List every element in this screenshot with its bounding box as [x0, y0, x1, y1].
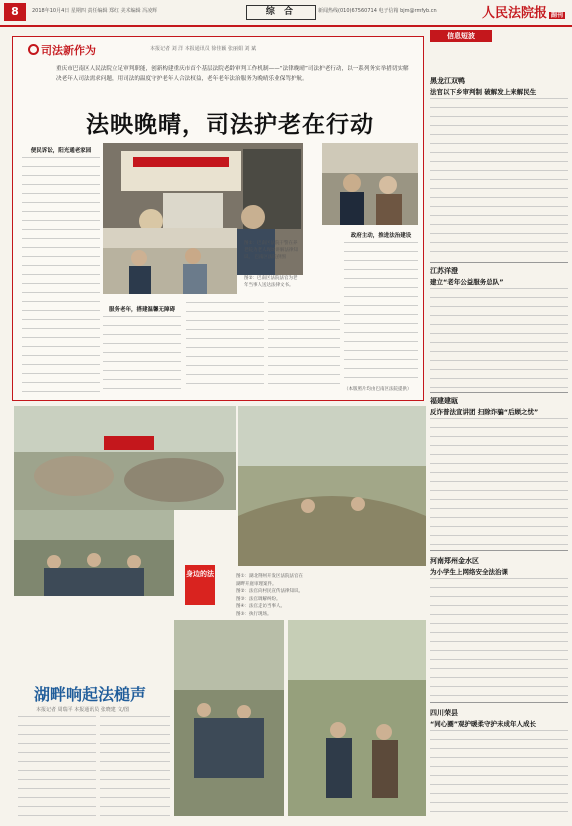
photo-2	[322, 143, 418, 225]
lower-photo-5-image	[288, 620, 426, 816]
text-column-4	[268, 302, 340, 396]
sidebar-item-5-text	[430, 730, 568, 818]
lower-photo-3-image	[238, 406, 426, 566]
news-brief-sidebar	[430, 30, 570, 820]
lower-text-2	[100, 716, 170, 820]
feature-end-note: （本版照片均由巴南区法院提供）	[344, 387, 412, 392]
page-number: 8	[4, 3, 26, 21]
section-name: 综 合	[246, 5, 316, 20]
photo-2-image	[322, 143, 418, 225]
sidebar-item-5-prov: 四川荣县	[430, 709, 458, 717]
sidebar-item-3-prov: 福建建瓯	[430, 397, 458, 405]
lower-photo-4	[174, 620, 284, 816]
sidebar-item-1-text	[430, 98, 568, 260]
text-column-2	[103, 302, 181, 396]
header-rule	[0, 25, 572, 27]
date-line: 2018年10月4日 星期四 责任编辑 郑红 美术编辑 冯凌辉	[32, 8, 158, 14]
subhead-3: 服务老年，搭建温馨无障碍	[108, 307, 175, 313]
page-header	[0, 0, 572, 26]
text-column-left	[22, 143, 100, 395]
column-title: 司法新作为	[28, 42, 96, 58]
caption-2: 图②：巴南区法院法官为老年当事人送达法律文书。	[244, 276, 298, 288]
lower-photo-4-image	[174, 620, 284, 816]
lower-stamp: 身边的法	[185, 565, 215, 605]
sidebar-item-4-title: 为小学生上网络安全法治课	[430, 568, 508, 576]
lower-byline: 本报记者 周瑞平 本报通讯员 张晓建 文/图	[36, 707, 130, 713]
text-lines	[103, 316, 181, 396]
sidebar-tag: 信息短波	[430, 30, 492, 42]
text-lines	[344, 242, 418, 382]
text-lines	[22, 157, 100, 393]
sidebar-divider	[430, 262, 568, 263]
lower-headline: 湖畔响起法槌声	[34, 685, 147, 704]
sidebar-item-2-text	[430, 288, 568, 388]
subhead-1: 便民诉讼，阳光通老家园	[30, 148, 92, 154]
text-lines	[268, 302, 340, 392]
sidebar-divider	[430, 550, 568, 551]
column-ring-icon	[28, 44, 39, 55]
lower-photo-2-image	[14, 510, 174, 596]
feature-lead: 重庆市巴南区人民法院立足审判职能，创新构建重庆市首个基层法院老龄审判工作机制——“法律晚晴”司法护老行动，以一系列务实举措切实解决老年人司法需求问题，用司法的温度守护老年人合法权益，老年老年法治服务为晚晴乐业保驾护航。	[56, 66, 409, 82]
sidebar-divider	[430, 702, 568, 703]
caption-1: 图①：巴南区法院干警在养老院为老人现场讲解法律知识。 巴南区法院供图	[244, 241, 298, 260]
sidebar-item-3-text	[430, 418, 568, 546]
lower-photo-3	[238, 406, 426, 566]
text-column-5	[344, 228, 418, 396]
lower-captions: 图①：湖北荆州开发区法院法官在湖畔开庭审理案件。 图②：法官向村民宣传法律知识。 图③：法官调解纠纷。 图④：法官走访当事人。 图⑤：执行现场。	[236, 574, 304, 617]
sidebar-item-1-title: 法官以下乡审判制 破解发上来解民生	[430, 88, 537, 96]
sidebar-item-4-text	[430, 578, 568, 698]
lower-photo-5	[288, 620, 426, 816]
lower-photo-1	[14, 406, 236, 510]
feature-byline: 本报记者 刘 洋 本报通讯员 徐佳颖 张丽娟 刘 斌	[150, 46, 257, 52]
sidebar-item-4-prov: 河南郑州金水区	[430, 557, 479, 565]
photo-3-image	[103, 228, 237, 294]
text-column-3	[186, 302, 264, 396]
lower-photo-2	[14, 510, 174, 596]
subhead-2: 政府主动，推进法治建设	[350, 233, 412, 239]
sidebar-item-5-title: “同心圈”观护暖柔守护未成年人成长	[430, 720, 537, 728]
sidebar-divider	[430, 392, 568, 393]
lower-text-1	[18, 716, 96, 820]
sidebar-item-2-title: 建立“老年公益服务总队”	[430, 278, 504, 286]
lower-photo-1-image	[14, 406, 236, 510]
sidebar-item-1-prov: 黑龙江双鸭	[430, 77, 465, 85]
newspaper-logo: 人民法院报 副刊	[482, 6, 564, 21]
contact-line: 新闻热线(010)67560714 电子信箱 bjm@rmfyb.cn	[318, 8, 437, 14]
feature-headline: 法映晚晴，司法护老在行动	[86, 111, 374, 138]
sidebar-item-2-prov: 江苏洋澄	[430, 267, 458, 275]
sidebar-item-3-title: 反诈普法宣讲团 扫除诈骗“后顾之忧”	[430, 408, 539, 416]
text-lines	[186, 302, 264, 392]
photo-3	[103, 228, 237, 294]
